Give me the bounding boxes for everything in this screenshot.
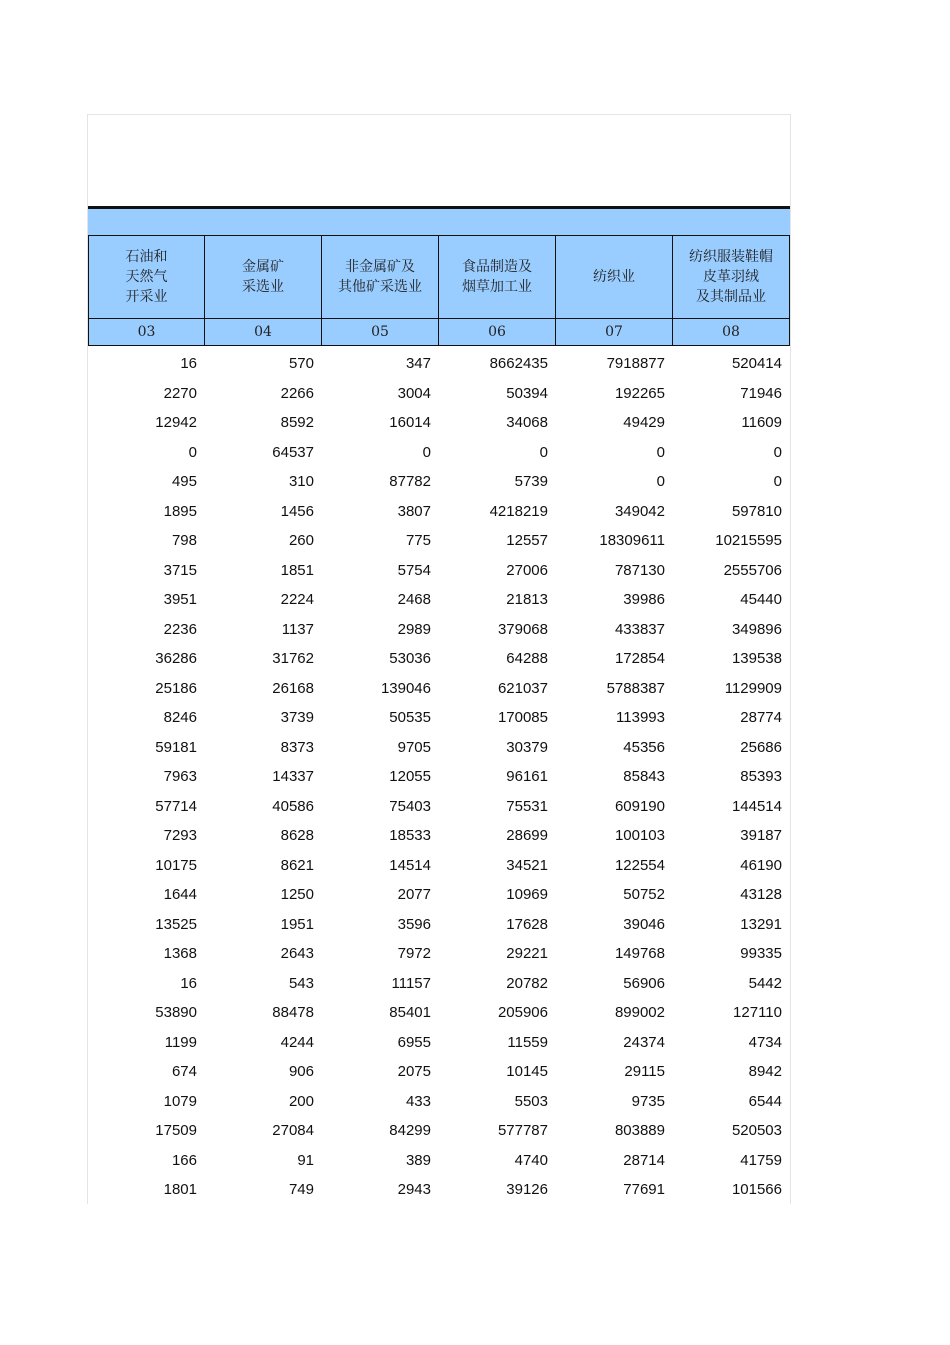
table-cell: 495 <box>171 473 197 491</box>
table-cell: 803889 <box>614 1122 665 1140</box>
table-cell: 85393 <box>740 768 782 786</box>
table-cell: 3715 <box>163 561 197 579</box>
table-cell: 433 <box>405 1092 431 1110</box>
table-cell: 91 <box>297 1151 314 1169</box>
table-cell: 3951 <box>163 591 197 609</box>
table-cell: 1368 <box>163 945 197 963</box>
table-cell: 29221 <box>506 945 548 963</box>
table-cell: 8592 <box>280 414 314 432</box>
table-cell: 674 <box>171 1063 197 1081</box>
table-cell: 99335 <box>740 945 782 963</box>
table-cell: 39986 <box>623 591 665 609</box>
table-cell: 45440 <box>740 591 782 609</box>
table-cell: 39126 <box>506 1181 548 1199</box>
table-cell: 71946 <box>740 384 782 402</box>
title-area <box>88 115 790 206</box>
table-cell: 899002 <box>614 1004 665 1022</box>
table-cell: 787130 <box>614 561 665 579</box>
table-row <box>88 526 790 556</box>
table-cell: 77691 <box>623 1181 665 1199</box>
table-cell: 2989 <box>397 620 431 638</box>
table-cell: 2266 <box>280 384 314 402</box>
table-cell: 144514 <box>731 797 782 815</box>
table-cell: 64537 <box>272 443 314 461</box>
table-cell: 349042 <box>614 502 665 520</box>
table-cell: 9735 <box>631 1092 665 1110</box>
table-cell: 18309611 <box>599 532 665 550</box>
table-cell: 25686 <box>740 738 782 756</box>
table-cell: 2943 <box>397 1181 431 1199</box>
table-cell: 2468 <box>397 591 431 609</box>
column-header: 金属矿 采选业 <box>205 235 322 319</box>
table-cell: 1250 <box>280 886 314 904</box>
table-cell: 45356 <box>623 738 665 756</box>
table-cell: 3739 <box>280 709 314 727</box>
table-cell: 170085 <box>497 709 548 727</box>
table-cell: 139538 <box>731 650 782 668</box>
column-code: 08 <box>673 319 790 346</box>
table-row <box>88 497 790 527</box>
table-cell: 28714 <box>623 1151 665 1169</box>
table-cell: 84299 <box>389 1122 431 1140</box>
table-row <box>88 792 790 822</box>
table-cell: 520503 <box>731 1122 782 1140</box>
table-cell: 100103 <box>614 827 665 845</box>
table-row <box>88 1146 790 1176</box>
table-cell: 13291 <box>740 915 782 933</box>
table-cell: 166 <box>171 1151 197 1169</box>
table-cell: 4244 <box>280 1033 314 1051</box>
table-cell: 5503 <box>514 1092 548 1110</box>
table-row <box>88 585 790 615</box>
table-cell: 59181 <box>155 738 197 756</box>
table-cell: 7918877 <box>606 355 665 373</box>
table-cell: 88478 <box>272 1004 314 1022</box>
table-cell: 75403 <box>389 797 431 815</box>
table-row <box>88 1175 790 1205</box>
table-cell: 18533 <box>389 827 431 845</box>
table-cell: 775 <box>405 532 431 550</box>
table-cell: 2270 <box>163 384 197 402</box>
table-cell: 4218219 <box>489 502 548 520</box>
table-cell: 34068 <box>506 414 548 432</box>
table-cell: 1644 <box>163 886 197 904</box>
table-cell: 12557 <box>506 532 548 550</box>
table-cell: 10175 <box>155 856 197 874</box>
table-cell: 8628 <box>280 827 314 845</box>
table-cell: 1079 <box>163 1092 197 1110</box>
column-code: 03 <box>88 319 205 346</box>
table-cell: 127110 <box>733 1004 782 1022</box>
data-table-body <box>88 349 790 1205</box>
table-row <box>88 969 790 999</box>
table-cell: 16 <box>180 974 197 992</box>
table-cell: 906 <box>288 1063 314 1081</box>
table-cell: 96161 <box>506 768 548 786</box>
table-cell: 46190 <box>740 856 782 874</box>
table-row <box>88 467 790 497</box>
table-cell: 1129909 <box>724 679 782 697</box>
table-cell: 8942 <box>748 1063 782 1081</box>
column-header: 非金属矿及 其他矿采选业 <box>322 235 439 319</box>
table-cell: 53036 <box>389 650 431 668</box>
table-cell: 149768 <box>614 945 665 963</box>
table-cell: 39046 <box>623 915 665 933</box>
table-cell: 2077 <box>397 886 431 904</box>
column-header: 石油和 天然气 开采业 <box>88 235 205 319</box>
table-cell: 40586 <box>272 797 314 815</box>
column-code: 07 <box>556 319 673 346</box>
table-cell: 14337 <box>272 768 314 786</box>
table-cell: 30379 <box>506 738 548 756</box>
table-cell: 21813 <box>506 591 548 609</box>
table-cell: 5788387 <box>606 679 665 697</box>
table-cell: 5739 <box>514 473 548 491</box>
table-cell: 11559 <box>507 1033 548 1051</box>
table-cell: 43128 <box>740 886 782 904</box>
table-cell: 379068 <box>497 620 548 638</box>
table-cell: 192265 <box>614 384 665 402</box>
table-cell: 260 <box>288 532 314 550</box>
table-cell: 0 <box>539 443 548 461</box>
table-row <box>88 762 790 792</box>
table-cell: 1851 <box>280 561 314 579</box>
table-cell: 1951 <box>280 915 314 933</box>
table-row <box>88 939 790 969</box>
table-cell: 8373 <box>280 738 314 756</box>
column-code: 06 <box>439 319 556 346</box>
table-cell: 31762 <box>272 650 314 668</box>
table-cell: 1199 <box>164 1033 197 1051</box>
table-row <box>88 703 790 733</box>
table-cell: 205906 <box>497 1004 548 1022</box>
column-code: 04 <box>205 319 322 346</box>
table-cell: 4740 <box>514 1151 548 1169</box>
table-row <box>88 880 790 910</box>
table-cell: 36286 <box>155 650 197 668</box>
table-cell: 16 <box>180 355 197 373</box>
table-cell: 6955 <box>397 1033 431 1051</box>
table-cell: 3596 <box>397 915 431 933</box>
table-cell: 27006 <box>506 561 548 579</box>
table-row <box>88 408 790 438</box>
table-cell: 64288 <box>506 650 548 668</box>
table-cell: 12942 <box>155 414 197 432</box>
table-cell: 2075 <box>397 1063 431 1081</box>
table-cell: 11157 <box>391 974 431 992</box>
table-cell: 13525 <box>155 915 197 933</box>
table-cell: 597810 <box>731 502 782 520</box>
column-header: 食品制造及 烟草加工业 <box>439 235 556 319</box>
column-header: 纺织业 <box>556 235 673 319</box>
table-cell: 20782 <box>506 974 548 992</box>
table-row <box>88 1028 790 1058</box>
table-cell: 16014 <box>389 414 431 432</box>
table-cell: 10969 <box>506 886 548 904</box>
table-cell: 1895 <box>163 502 197 520</box>
table-cell: 310 <box>288 473 314 491</box>
table-cell: 26168 <box>272 679 314 697</box>
table-cell: 1801 <box>163 1181 197 1199</box>
column-header-row <box>88 235 790 319</box>
table-cell: 2643 <box>280 945 314 963</box>
table-row <box>88 998 790 1028</box>
header-band <box>88 206 790 235</box>
table-cell: 5754 <box>397 561 431 579</box>
table-cell: 56906 <box>623 974 665 992</box>
table-cell: 34521 <box>506 856 548 874</box>
table-cell: 10145 <box>506 1063 548 1081</box>
table-cell: 14514 <box>389 856 431 874</box>
table-cell: 85843 <box>623 768 665 786</box>
table-cell: 1456 <box>280 502 314 520</box>
table-cell: 28699 <box>506 827 548 845</box>
table-cell: 50752 <box>623 886 665 904</box>
table-row <box>88 851 790 881</box>
table-cell: 2236 <box>163 620 197 638</box>
table-cell: 0 <box>773 473 782 491</box>
table-cell: 570 <box>288 355 314 373</box>
table-cell: 9705 <box>397 738 431 756</box>
table-cell: 609190 <box>614 797 665 815</box>
table-cell: 172854 <box>614 650 665 668</box>
table-cell: 57714 <box>155 797 197 815</box>
table-cell: 50535 <box>389 709 431 727</box>
table-cell: 798 <box>171 532 197 550</box>
table-cell: 11609 <box>741 414 782 432</box>
table-cell: 113993 <box>616 709 665 727</box>
table-row <box>88 349 790 379</box>
table-cell: 200 <box>288 1092 314 1110</box>
table-cell: 7963 <box>163 768 197 786</box>
table-cell: 749 <box>288 1181 314 1199</box>
table-cell: 8621 <box>280 856 314 874</box>
table-cell: 10215595 <box>715 532 782 550</box>
table-cell: 4734 <box>748 1033 782 1051</box>
table-cell: 17509 <box>155 1122 197 1140</box>
table-cell: 0 <box>188 443 197 461</box>
table-cell: 3807 <box>397 502 431 520</box>
table-cell: 8662435 <box>489 355 548 373</box>
table-row <box>88 910 790 940</box>
table-cell: 0 <box>773 443 782 461</box>
table-row <box>88 1057 790 1087</box>
table-row <box>88 379 790 409</box>
table-cell: 543 <box>288 974 314 992</box>
table-cell: 7972 <box>397 945 431 963</box>
table-cell: 621037 <box>497 679 548 697</box>
table-row <box>88 1116 790 1146</box>
column-code-row <box>88 319 790 346</box>
table-row <box>88 733 790 763</box>
table-cell: 0 <box>422 443 431 461</box>
column-code: 05 <box>322 319 439 346</box>
table-cell: 87782 <box>389 473 431 491</box>
table-cell: 41759 <box>740 1151 782 1169</box>
table-cell: 29115 <box>624 1063 665 1081</box>
table-cell: 6544 <box>748 1092 782 1110</box>
table-row <box>88 556 790 586</box>
table-cell: 28774 <box>740 709 782 727</box>
table-cell: 50394 <box>506 384 548 402</box>
table-cell: 349896 <box>731 620 782 638</box>
table-cell: 2555706 <box>723 561 782 579</box>
table-cell: 39187 <box>740 827 782 845</box>
table-row <box>88 674 790 704</box>
table-cell: 85401 <box>389 1004 431 1022</box>
table-cell: 577787 <box>497 1122 548 1140</box>
table-cell: 1137 <box>281 620 314 638</box>
table-cell: 49429 <box>623 414 665 432</box>
table-row <box>88 644 790 674</box>
table-cell: 17628 <box>506 915 548 933</box>
table-cell: 12055 <box>389 768 431 786</box>
table-cell: 0 <box>656 473 665 491</box>
table-cell: 520414 <box>731 355 782 373</box>
table-cell: 433837 <box>614 620 665 638</box>
table-cell: 7293 <box>163 827 197 845</box>
table-row <box>88 615 790 645</box>
table-cell: 139046 <box>380 679 431 697</box>
table-cell: 75531 <box>506 797 548 815</box>
table-cell: 0 <box>656 443 665 461</box>
table-cell: 2224 <box>280 591 314 609</box>
table-cell: 3004 <box>397 384 431 402</box>
table-row <box>88 821 790 851</box>
table-cell: 101566 <box>731 1181 782 1199</box>
table-cell: 122554 <box>614 856 665 874</box>
column-header: 纺织服装鞋帽 皮革羽绒 及其制品业 <box>673 235 790 319</box>
table-cell: 5442 <box>748 974 782 992</box>
table-cell: 8246 <box>163 709 197 727</box>
table-row <box>88 438 790 468</box>
table-cell: 25186 <box>155 679 197 697</box>
spreadsheet-page <box>87 114 791 1204</box>
table-cell: 347 <box>405 355 431 373</box>
table-cell: 27084 <box>272 1122 314 1140</box>
table-cell: 389 <box>405 1151 431 1169</box>
table-cell: 24374 <box>623 1033 665 1051</box>
table-row <box>88 1087 790 1117</box>
table-cell: 53890 <box>155 1004 197 1022</box>
